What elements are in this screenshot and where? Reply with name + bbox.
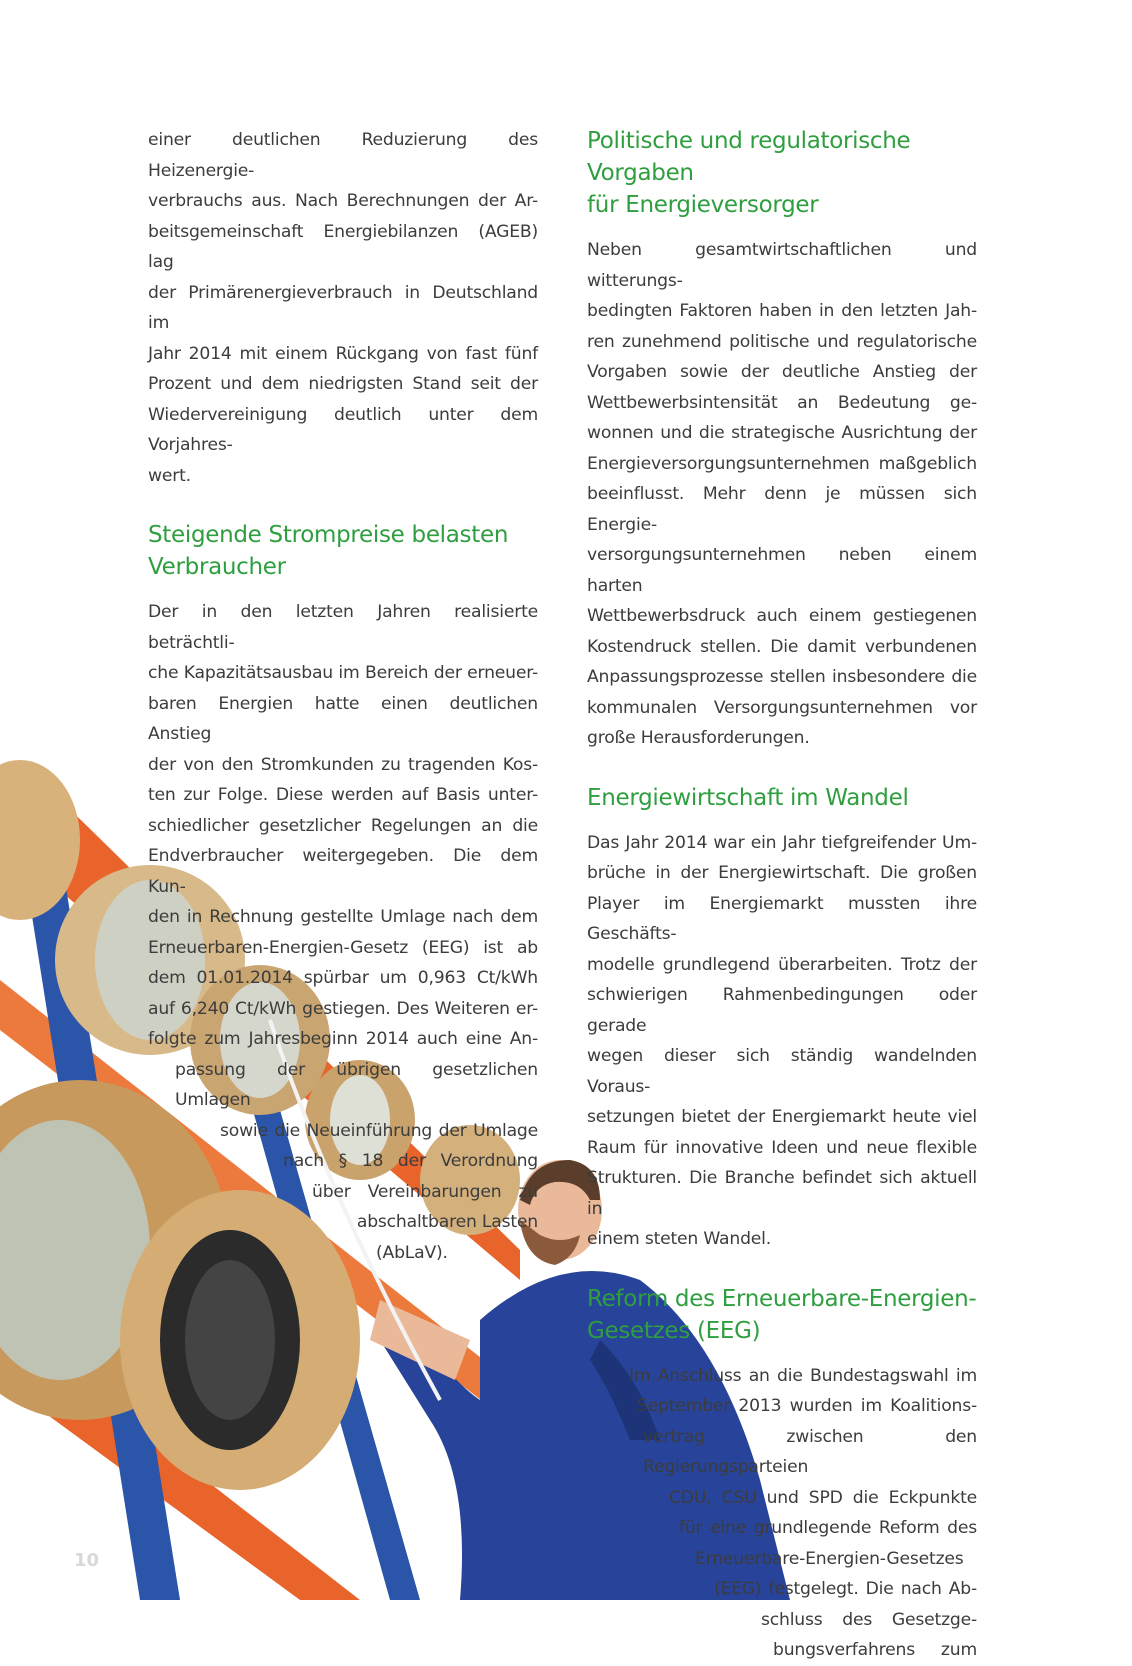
heading-eeg-reform: Reform des Erneuerbare-Energien- Gesetzes (EEG) <box>587 1285 977 1344</box>
left-column <box>148 125 538 1268</box>
right-column <box>587 125 977 1666</box>
heading-energiewirtschaft-wandel: Energiewirtschaft im Wandel <box>587 784 909 811</box>
heading-politische-vorgaben: Politische und regulatorische Vorgaben für Energieversorger <box>587 128 911 218</box>
paragraph-eeg-reform: Im Anschluss an die Bundestagswahl im September 2013 wurden im Koalitions- vertrag zwischen den Regierungsparteien CDU, CSU und SPD die Eckpunkte für eine grundlegende Reform des Erneuerbare-Energien-Gesetzes (EEG) festgelegt. Die nach Ab- schluss des Gesetzge- bungsverfahrens zum <box>629 1365 977 1660</box>
page-number: 10 <box>74 1550 100 1571</box>
paragraph-politische-vorgaben: Neben gesamtwirtschaftlichen und witterungs- bedingten Faktoren haben in den letzten Jah- ren zunehmend politische und regulatorische Vorgaben sowie der deutliche Anstieg der Wettbewerbsintensität an Bedeutung ge- wonnen und die strategische Ausrichtung der Energieversorgungsunternehmen maßgeblich beeinflusst. Mehr denn je müssen sich Energie- versorgungsunternehmen neben einem harten Wettbewerbsdruck auch einem gestiegenen Kostendruck stellen. Die damit verbundenen Anpassungsprozesse stellen insbesondere die kommunalen Versorgungsunternehmen vor große Herausforderungen. <box>587 240 977 748</box>
heading-strompreise: Steigende Strompreise belasten Verbraucher <box>148 522 509 580</box>
paragraph-strompreise: Der in den letzten Jahren realisierte beträchtli- che Kapazitätsausbau im Bereich der erneuer- baren Energien hatte einen deutlichen Anstieg der von den Stromkunden zu tragenden Kos- ten zur Folge. Diese werden auf Basis unter- schiedlicher gesetzlicher Regelungen an die Endverbraucher weitergegeben. Die dem Kun- den in Rechnung gestellte Umlage nach dem Erneuerbaren-Energien-Gesetz (EEG) ist ab dem 01.01.2014 spürbar um 0,963 Ct/kWh auf 6,240 Ct/kWh gestiegen. Des Weiteren er- folgte zum Jahresbeginn 2014 auch eine An- passung der übrigen gesetzlichen Umlagen sowie die Neueinführung der Umlage nach § 18 der Verordnung über Vereinbarungen zu abschaltbaren Lasten (AbLaV). <box>148 602 538 1263</box>
intro-paragraph: einer deutlichen Reduzierung des Heizenergie- verbrauchs aus. Nach Berechnungen der Ar- beitsgemeinschaft Energiebilanzen (AGEB) lag der Primärenergieverbrauch in Deutschland im Jahr 2014 mit einem Rückgang von fast fünf Prozent und dem niedrigsten Stand seit der Wiedervereinigung deutlich unter dem Vorjahres- wert. <box>148 130 538 486</box>
paragraph-energiewirtschaft-wandel: Das Jahr 2014 war ein Jahr tiefgreifender Um- brüche in der Energiewirtschaft. Die großen Player im Energiemarkt mussten ihre Geschäfts- modelle grundlegend überarbeiten. Trotz der schwierigen Rahmenbedingungen oder gerade wegen dieser sich ständig wandelnden Voraus- setzungen bietet der Energiemarkt heute viel Raum für innovative Ideen und neue flexible Strukturen. Die Branche befindet sich aktuell in einem steten Wandel. <box>587 832 977 1249</box>
